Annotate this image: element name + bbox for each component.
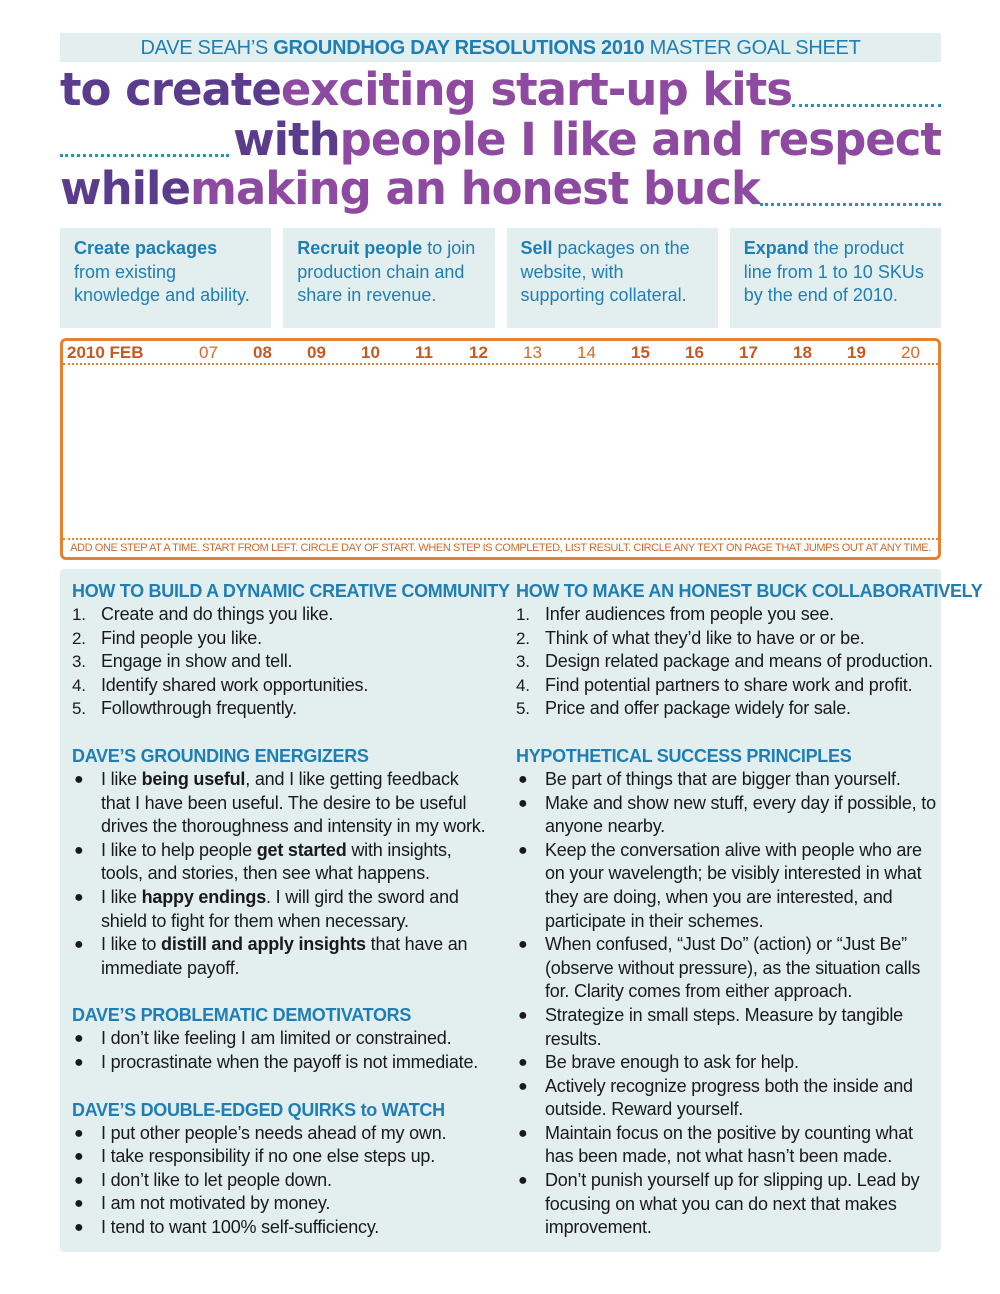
bullet-icon: ● — [74, 1148, 84, 1166]
item-text: I like to — [101, 934, 162, 955]
list-item — [516, 674, 936, 698]
calendar-header — [63, 341, 938, 365]
list-number: 1. — [72, 605, 86, 624]
bullet-icon: ● — [518, 794, 528, 812]
calendar-day[interactable]: 08 — [253, 343, 272, 362]
section-title: HOW TO MAKE AN HONEST BUCK COLLABORATIVELY — [516, 581, 983, 601]
list-item — [72, 1216, 492, 1240]
list-item — [516, 1075, 936, 1122]
bullet-icon: ● — [74, 1218, 84, 1236]
list-item — [72, 603, 492, 627]
list-item-text: Find potential partners to share work and profit. — [545, 674, 913, 695]
list-item — [72, 933, 492, 980]
calendar-day[interactable]: 11 — [415, 343, 433, 362]
list-item — [72, 1027, 492, 1051]
goal-text: from existing knowledge and ability. — [74, 261, 250, 305]
headline-2-a: with — [233, 113, 340, 166]
list-item-text: Design related package and means of production. — [545, 651, 933, 672]
list-item-text: Engage in show and tell. — [101, 651, 293, 672]
calendar-day[interactable]: 20 — [901, 343, 920, 362]
list-item — [72, 768, 492, 839]
section-title: DAVE’S PROBLEMATIC DEMOTIVATORS — [72, 1005, 412, 1026]
goal-bold: Create packages — [74, 238, 218, 258]
header-prefix: DAVE SEAH’S — [140, 37, 274, 59]
list-item — [72, 1145, 492, 1169]
calendar-day[interactable]: 07 — [199, 343, 218, 362]
energizers-list — [72, 768, 492, 980]
list-item-text: I take responsibility if no one else steps up. — [101, 1146, 435, 1167]
list-number: 4. — [72, 675, 86, 695]
headline-3-b: making an honest buck — [189, 162, 760, 215]
calendar-tracker[interactable] — [60, 338, 941, 560]
goal-box — [730, 228, 941, 328]
calendar-day[interactable]: 10 — [361, 343, 380, 362]
goal-bold: Expand — [743, 238, 809, 258]
community-list — [72, 603, 492, 721]
bullet-icon: ● — [518, 770, 528, 788]
list-item-text: Actively recognize progress both the inside and outside. Reward yourself. — [545, 1075, 913, 1120]
bullet-icon: ● — [74, 1030, 84, 1048]
goal-text: to join production chain and share in revenue. — [297, 238, 476, 305]
spacer — [72, 721, 492, 744]
content-panel — [60, 569, 983, 1252]
right-column — [516, 579, 983, 1240]
section-title: DAVE’S GROUNDING ENERGIZERS — [72, 745, 369, 766]
headline-1-a: to create — [60, 63, 281, 116]
item-text: , and I like getting feedback that I have been useful. The desire to be useful drives the thoroughness and intensity in my work. — [101, 768, 486, 837]
list-item-text: When confused, “Just Do” (action) or “Just Be” (observe without pressure), as the situation calls for. Clarity comes from either approach. — [545, 934, 921, 1002]
list-item — [516, 697, 936, 721]
bullet-icon: ● — [518, 1006, 528, 1024]
dotted-leader — [760, 203, 941, 206]
headline-line-1 — [60, 64, 941, 116]
goal-box — [60, 228, 271, 328]
dotted-leader — [60, 154, 229, 157]
item-text: I like to help people — [101, 839, 257, 860]
headline-2-b: people I like and respect — [339, 113, 941, 166]
list-item-text: Followthrough frequently. — [101, 698, 297, 719]
list-item — [516, 650, 936, 674]
spacer — [72, 1075, 492, 1098]
list-number: 1. — [516, 605, 530, 624]
list-item-text: Strategize in small steps. Measure by tangible results. — [545, 1004, 903, 1049]
spacer — [516, 721, 936, 744]
bullet-icon: ● — [518, 1124, 528, 1142]
principles-list — [516, 768, 936, 1240]
item-emphasis: being useful — [141, 768, 246, 789]
bullet-icon: ● — [74, 888, 84, 906]
calendar-day[interactable]: 15 — [631, 343, 650, 362]
list-number: 2. — [516, 628, 530, 648]
bullet-icon: ● — [518, 1077, 528, 1095]
section-title: DAVE’S DOUBLE-EDGED QUIRKS to WATCH — [72, 1099, 445, 1120]
calendar-day[interactable]: 19 — [847, 343, 866, 362]
list-item-text: I am not motivated by money. — [101, 1193, 331, 1214]
list-item — [72, 1051, 492, 1075]
list-item — [516, 839, 936, 933]
list-item — [516, 1169, 936, 1240]
item-text: with insights, tools, and stories, then see what happens. — [101, 839, 452, 884]
dotted-leader — [792, 104, 941, 107]
goal-bold: Recruit people — [297, 238, 423, 258]
bullet-icon: ● — [74, 1124, 84, 1142]
list-number: 5. — [516, 699, 530, 719]
section-title: HYPOTHETICAL SUCCESS PRINCIPLES — [516, 745, 852, 766]
list-item — [516, 792, 936, 839]
bullet-icon: ● — [74, 1053, 84, 1071]
sheet-header — [60, 33, 941, 62]
list-item-text: Be brave enough to ask for help. — [545, 1052, 799, 1073]
list-item-text: Think of what they’d like to have or or be. — [545, 627, 865, 648]
list-item — [72, 839, 492, 886]
demotivators-list — [72, 1027, 492, 1074]
buck-list — [516, 603, 936, 721]
bullet-icon: ● — [74, 770, 84, 788]
item-emphasis: get started — [256, 839, 347, 860]
headline-3-a: while — [60, 162, 190, 215]
bullet-icon: ● — [74, 841, 84, 859]
header-suffix: MASTER GOAL SHEET — [644, 37, 861, 59]
list-item-text: Keep the conversation alive with people who are on your wavelength; be visibly interested in what they are doing, when you are interested, and participate in their schemes. — [545, 839, 922, 931]
calendar-day[interactable]: 17 — [739, 343, 758, 362]
list-number: 3. — [72, 652, 86, 672]
list-item — [72, 650, 492, 674]
bullet-icon: ● — [74, 1171, 84, 1189]
spacer — [72, 980, 492, 1003]
calendar-day[interactable]: 14 — [577, 343, 596, 362]
list-item-text: Find people you like. — [101, 627, 262, 648]
list-item — [72, 697, 492, 721]
item-text: I like — [101, 886, 142, 907]
goal-boxes — [60, 228, 941, 328]
list-item-text: Create and do things you like. — [101, 604, 334, 624]
list-item — [516, 1004, 936, 1051]
list-item — [516, 603, 936, 627]
section-title: HOW TO BUILD A DYNAMIC CREATIVE COMMUNITY — [72, 581, 510, 601]
list-item — [516, 1122, 936, 1169]
calendar-day[interactable]: 09 — [307, 343, 326, 362]
list-item — [516, 1051, 936, 1075]
goal-text: the product line from 1 to 10 SKUs by the end of 2010. — [743, 238, 924, 305]
list-item — [72, 1122, 492, 1146]
list-item — [516, 933, 936, 1004]
bullet-icon: ● — [74, 936, 84, 954]
list-number: 2. — [72, 628, 86, 648]
bullet-icon: ● — [518, 841, 528, 859]
item-text: that have an immediate payoff. — [101, 934, 468, 978]
list-item — [516, 627, 936, 651]
list-item-text: Maintain focus on the positive by counting what has been made, not what hasn’t been made. — [545, 1122, 913, 1167]
list-item-text: I procrastinate when the payoff is not immediate. — [101, 1051, 479, 1072]
list-item — [72, 627, 492, 651]
item-text: I like — [101, 768, 142, 789]
list-item-text: I tend to want 100% self-sufficiency. — [101, 1216, 380, 1237]
headline-1-b: exciting start-up kits — [280, 63, 792, 116]
goal-text: packages on the website, with supporting collateral. — [520, 238, 690, 305]
headline-line-2 — [60, 114, 941, 166]
bullet-icon: ● — [518, 1172, 528, 1190]
list-number: 3. — [516, 652, 530, 672]
calendar-title: 2010 FEB — [67, 343, 144, 362]
calendar-day[interactable]: 13 — [523, 343, 542, 362]
headline-line-3 — [60, 163, 941, 215]
list-item — [72, 674, 492, 698]
list-item-text: Price and offer package widely for sale. — [545, 698, 851, 719]
list-item — [72, 1192, 492, 1216]
list-item — [72, 886, 492, 933]
list-item-text: Identify shared work opportunities. — [101, 674, 369, 695]
list-item-text: Don’t punish yourself up for slipping up. Lead by focusing on what you can do next that makes improvement. — [545, 1170, 920, 1238]
bullet-icon: ● — [518, 936, 528, 954]
calendar-day[interactable]: 16 — [685, 343, 704, 362]
goal-box — [507, 228, 718, 328]
quirks-list — [72, 1122, 492, 1240]
calendar-instructions: ADD ONE STEP AT A TIME. START FROM LEFT. CIRCLE DAY OF START. WHEN STEP IS COMPLETED, LIST RESULT. CIRCLE ANY TEXT ON PAGE THAT JUMPS OUT AT ANY TIME. — [63, 538, 938, 557]
calendar-day[interactable]: 12 — [469, 343, 488, 362]
list-item-text: I put other people’s needs ahead of my own. — [101, 1122, 447, 1143]
calendar-day[interactable]: 18 — [793, 343, 812, 362]
left-column — [72, 579, 510, 1239]
goal-bold: Sell — [520, 238, 553, 258]
list-item — [72, 1169, 492, 1193]
list-item-text: Infer audiences from people you see. — [545, 604, 834, 624]
list-item — [516, 768, 936, 792]
header-bold: GROUNDHOG DAY RESOLUTIONS 2010 — [273, 37, 645, 59]
list-item-text: I don’t like feeling I am limited or constrained. — [101, 1028, 452, 1049]
item-emphasis: distill and apply insights — [161, 934, 366, 955]
bullet-icon: ● — [74, 1195, 84, 1213]
list-number: 4. — [516, 675, 530, 695]
bullet-icon: ● — [518, 1054, 528, 1072]
goal-box — [283, 228, 494, 328]
list-number: 5. — [72, 699, 86, 719]
item-text: . I will gird the sword and shield to fight for them when necessary. — [101, 886, 459, 931]
list-item-text: I don’t like to let people down. — [101, 1169, 332, 1190]
list-item-text: Make and show new stuff, every day if possible, to anyone nearby. — [545, 792, 936, 837]
list-item-text: Be part of things that are bigger than yourself. — [545, 768, 901, 789]
item-emphasis: happy endings — [141, 886, 267, 907]
